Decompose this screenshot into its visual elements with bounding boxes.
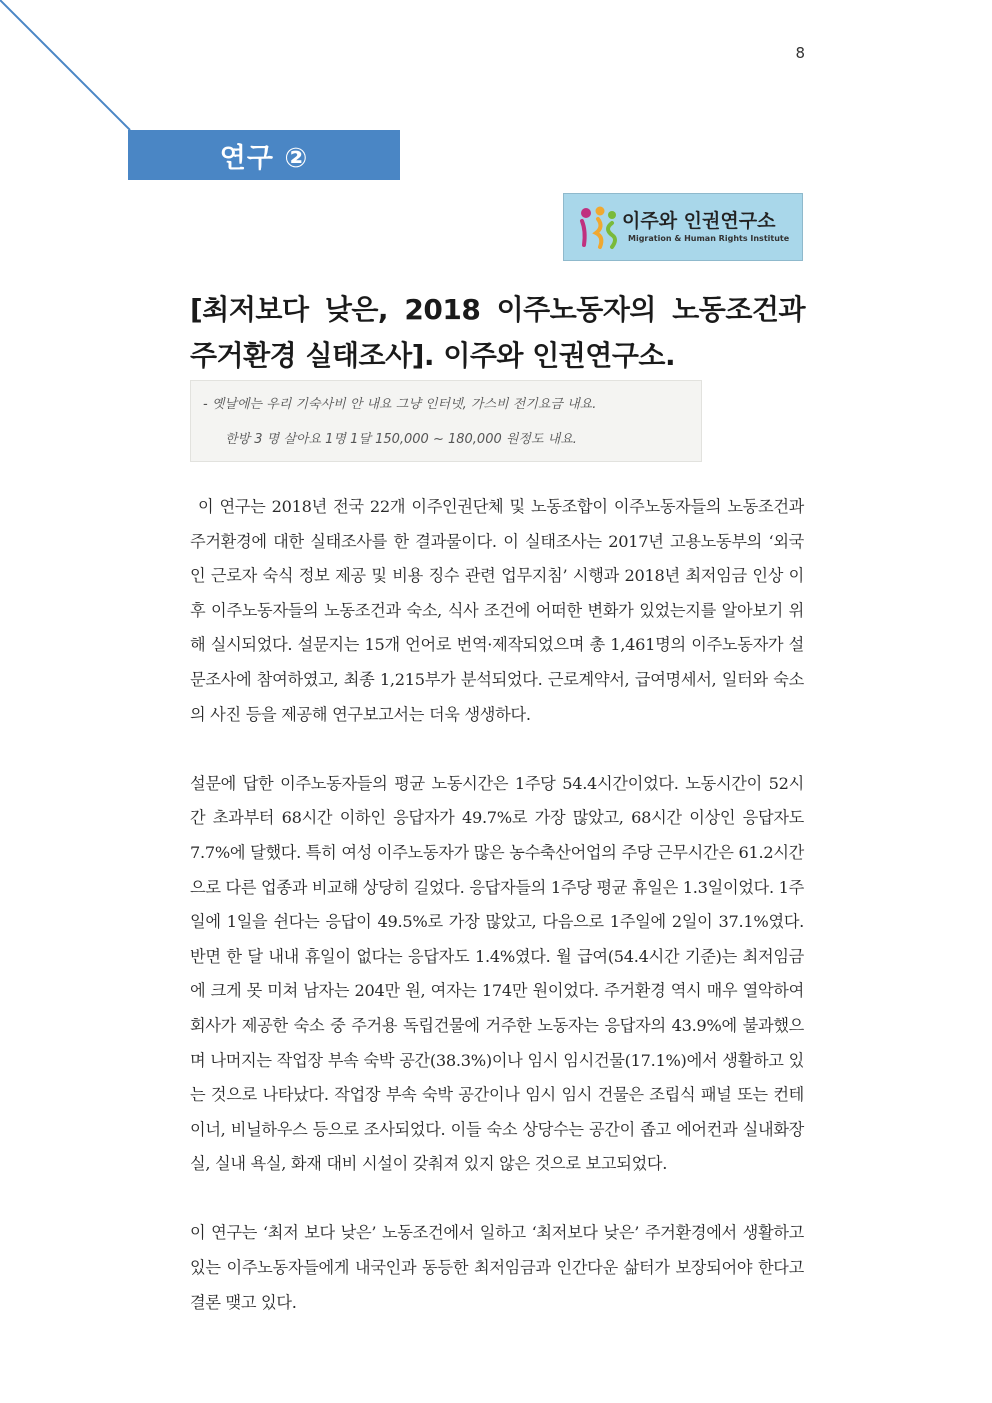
page-number: 8 (795, 44, 805, 62)
handwritten-note-image (190, 380, 702, 462)
institute-logo (563, 193, 803, 261)
handwritten-line-1: - 옛날에는 우리 기숙사비 안 내요 그냥 인터넷, 가스비 전기요금 내요. (203, 397, 597, 412)
article-body (190, 490, 804, 1355)
logo-english-name: Migration & Human Rights Institute (628, 233, 790, 243)
handwritten-line-2: 한방 3 명 살아요 1명 1달 150,000 ~ 180,000 원정도 내요. (225, 432, 577, 447)
logo-korean-name: 이주와 인권연구소 (622, 209, 776, 232)
article-title: [최저보다 낮은, 2018 이주노동자의 노동조건과 주거환경 실태조사]. 이주와 인권연구소. (190, 293, 805, 372)
section-tab: 연구 ② (128, 130, 400, 180)
body-paragraph-1: 이 연구는 2018년 전국 22개 이주인권단체 및 노동조합이 이주노동자들의 노동조건과 주거환경에 대한 실태조사를 한 결과물이다. 이 실태조사는 2017년 고용노동부의 ‘외국인 근로자 숙식 정보 제공 및 비용 징수 관련 업무지침’ 시행과 2018년 최저임금 인상 이후 이주노동자들의 노동조건과 숙소, 식사 조건에 어떠한 변화가 있었는지를 알아보기 위해 실시되었다. 설문지는 15개 언어로 번역·제작되었으며 총 1,461명의 이주노동자가 설문조사에 참여하였고, 최종 1,215부가 분석되었다. 근로계약서, 급여명세서, 일터와 숙소의 사진 등을 제공해 연구보고서는 더욱 생생하다. (190, 497, 804, 724)
body-paragraph-2: 설문에 답한 이주노동자들의 평균 노동시간은 1주당 54.4시간이었다. 노동시간이 52시간 초과부터 68시간 이하인 응답자가 49.7%로 가장 많았고, 68시간 이상인 응답자도 7.7%에 달했다. 특히 여성 이주노동자가 많은 농수축산어업의 주당 근무시간은 61.2시간으로 다른 업종과 비교해 상당히 길었다. 응답자들의 1주당 평균 휴일은 1.3일이었다. 1주일에 1일을 쉰다는 응답이 49.5%로 가장 많았고, 다음으로 1주일에 2일이 37.1%였다. 반면 한 달 내내 휴일이 없다는 응답자도 1.4%였다. 월 급여(54.4시간 기준)는 최저임금에 크게 못 미쳐 남자는 204만 원, 여자는 174만 원이었다. 주거환경 역시 매우 열악하여 회사가 제공한 숙소 중 주거용 독립건물에 거주한 노동자는 응답자의 43.9%에 불과했으며 나머지는 작업장 부속 숙박 공간(38.3%)이나 임시 임시건물(17.1%)에서 생활하고 있는 것으로 나타났다. 작업장 부속 숙박 공간이나 임시 임시 건물은 조립식 패널 또는 컨테이너, 비닐하우스 등으로 조사되었다. 이들 숙소 상당수는 공간이 좁고 에어컨과 실내화장실, 실내 욕실, 화재 대비 시설이 갖춰져 있지 않은 것으로 보고되었다. (190, 773, 805, 1174)
body-paragraph-3: 이 연구는 ‘최저 보다 낮은’ 노동조건에서 일하고 ‘최저보다 낮은’ 주거환경에서 생활하고 있는 이주노동자들에게 내국인과 동등한 최저임금과 인간다운 삶터가 보장되어야 한다고 결론 맺고 있다. (190, 1223, 804, 1312)
corner-decoration-line (0, 0, 140, 140)
people-logo-icon (576, 203, 620, 251)
